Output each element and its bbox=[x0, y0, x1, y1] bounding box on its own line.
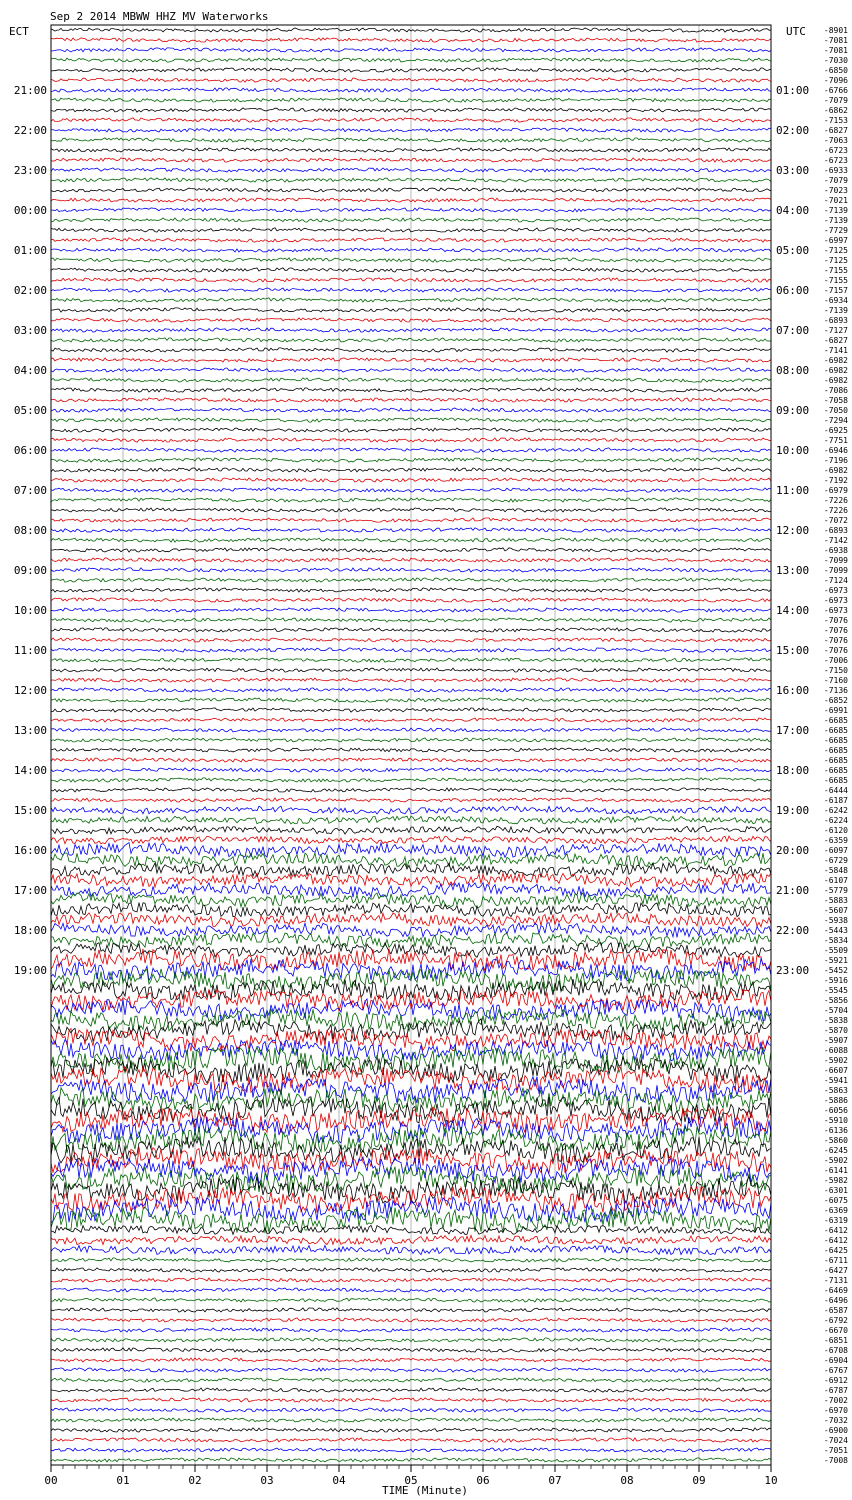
right-axis-label: UTC bbox=[786, 25, 806, 38]
right-hour-label: 09:00 bbox=[776, 404, 810, 417]
left-hour-label: 03:00 bbox=[13, 324, 47, 337]
trace-value-label: -6934 bbox=[823, 296, 848, 305]
minute-gridlines bbox=[123, 25, 699, 1465]
trace-value-label: -5916 bbox=[823, 976, 848, 985]
x-tick-label: 05 bbox=[404, 1474, 418, 1487]
x-tick-label: 10 bbox=[764, 1474, 778, 1487]
trace-value-label: -7079 bbox=[823, 176, 848, 185]
trace-value-label: -6767 bbox=[823, 1366, 848, 1375]
trace-value-label: -7127 bbox=[823, 326, 848, 335]
x-tick-label: 07 bbox=[548, 1474, 562, 1487]
trace-value-label: -6850 bbox=[823, 66, 848, 75]
trace-value-label: -6827 bbox=[823, 126, 848, 135]
trace-value-label: -7192 bbox=[823, 476, 848, 485]
x-tick-label: 06 bbox=[476, 1474, 490, 1487]
left-hour-label: 08:00 bbox=[13, 524, 47, 537]
left-hour-label: 11:00 bbox=[13, 644, 47, 657]
trace-value-label: -6685 bbox=[823, 776, 848, 785]
left-hour-label: 16:00 bbox=[13, 844, 47, 857]
trace-value-label: -6301 bbox=[823, 1186, 848, 1195]
trace-value-label: -6607 bbox=[823, 1066, 848, 1075]
trace-value-label: -6827 bbox=[823, 336, 848, 345]
trace-value-label: -7006 bbox=[823, 656, 848, 665]
trace-value-label: -6056 bbox=[823, 1106, 848, 1115]
trace-value-label: -8901 bbox=[823, 26, 848, 35]
left-hour-label: 13:00 bbox=[13, 724, 47, 737]
trace-value-label: -7131 bbox=[823, 1276, 848, 1285]
trace-value-label: -7099 bbox=[823, 556, 848, 565]
trace-value-label: -5921 bbox=[823, 956, 848, 965]
trace-value-label: -6685 bbox=[823, 736, 848, 745]
left-axis-label: ECT bbox=[9, 25, 29, 38]
trace-value-label: -6766 bbox=[823, 86, 848, 95]
right-hour-label: 04:00 bbox=[776, 204, 810, 217]
trace-value-label: -7072 bbox=[823, 516, 848, 525]
trace-value-label: -5886 bbox=[823, 1096, 848, 1105]
trace-value-label: -5838 bbox=[823, 1016, 848, 1025]
trace-value-label: -6120 bbox=[823, 826, 848, 835]
right-hour-label: 06:00 bbox=[776, 284, 810, 297]
trace-value-label: -6852 bbox=[823, 696, 848, 705]
trace-value-label: -6970 bbox=[823, 1406, 848, 1415]
trace-value-label: -6427 bbox=[823, 1266, 848, 1275]
trace-value-label: -7002 bbox=[823, 1396, 848, 1405]
trace-value-label: -7125 bbox=[823, 246, 848, 255]
trace-value-label: -6685 bbox=[823, 746, 848, 755]
trace-value-label: -7021 bbox=[823, 196, 848, 205]
trace-value-label: -7063 bbox=[823, 136, 848, 145]
trace-value-label: -7226 bbox=[823, 506, 848, 515]
trace-value-label: -6912 bbox=[823, 1376, 848, 1385]
trace-value-label: -6851 bbox=[823, 1336, 848, 1345]
right-hour-label: 07:00 bbox=[776, 324, 810, 337]
trace-value-label: -5779 bbox=[823, 886, 848, 895]
x-tick-label: 04 bbox=[332, 1474, 346, 1487]
x-tick-label: 02 bbox=[188, 1474, 202, 1487]
chart-title: Sep 2 2014 MBWW HHZ MV Waterworks bbox=[50, 10, 269, 23]
trace-value-label: -7124 bbox=[823, 576, 848, 585]
right-hour-label: 11:00 bbox=[776, 484, 810, 497]
right-hour-label: 12:00 bbox=[776, 524, 810, 537]
left-hour-label: 18:00 bbox=[13, 924, 47, 937]
trace-value-label: -6982 bbox=[823, 356, 848, 365]
trace-value-label: -7139 bbox=[823, 306, 848, 315]
trace-value-label: -7196 bbox=[823, 456, 848, 465]
right-hour-label: 01:00 bbox=[776, 84, 810, 97]
left-hour-label: 12:00 bbox=[13, 684, 47, 697]
trace-value-label: -6224 bbox=[823, 816, 848, 825]
trace-value-label: -5545 bbox=[823, 986, 848, 995]
trace-value-label: -7099 bbox=[823, 566, 848, 575]
trace-value-label: -7081 bbox=[823, 36, 848, 45]
right-hour-label: 21:00 bbox=[776, 884, 810, 897]
trace-value-label: -7076 bbox=[823, 636, 848, 645]
left-hour-label: 22:00 bbox=[13, 124, 47, 137]
trace-value-label: -6075 bbox=[823, 1196, 848, 1205]
right-hour-label: 03:00 bbox=[776, 164, 810, 177]
trace-value-label: -7081 bbox=[823, 46, 848, 55]
trace-value-label: -7136 bbox=[823, 686, 848, 695]
trace-value-label: -5910 bbox=[823, 1116, 848, 1125]
trace-value-label: -5704 bbox=[823, 1006, 848, 1015]
left-hour-label: 07:00 bbox=[13, 484, 47, 497]
trace-value-label: -7050 bbox=[823, 406, 848, 415]
trace-value-label: -6900 bbox=[823, 1426, 848, 1435]
trace-value-label: -5860 bbox=[823, 1136, 848, 1145]
trace-value-label: -6938 bbox=[823, 546, 848, 555]
trace-value-label: -7150 bbox=[823, 666, 848, 675]
trace-value-label: -6904 bbox=[823, 1356, 848, 1365]
trace-value-label: -5509 bbox=[823, 946, 848, 955]
trace-value-label: -7125 bbox=[823, 256, 848, 265]
trace-value-label: -5607 bbox=[823, 906, 848, 915]
trace-value-label: -6723 bbox=[823, 156, 848, 165]
trace-value-label: -6787 bbox=[823, 1386, 848, 1395]
left-hour-label: 19:00 bbox=[13, 964, 47, 977]
trace-value-label: -5883 bbox=[823, 896, 848, 905]
trace-value-label: -7076 bbox=[823, 626, 848, 635]
right-hour-label: 08:00 bbox=[776, 364, 810, 377]
trace-value-label: -6412 bbox=[823, 1236, 848, 1245]
trace-value-label: -7142 bbox=[823, 536, 848, 545]
right-hour-label: 17:00 bbox=[776, 724, 810, 737]
trace-value-label: -6893 bbox=[823, 316, 848, 325]
x-tick-label: 01 bbox=[116, 1474, 130, 1487]
trace-value-label: -6242 bbox=[823, 806, 848, 815]
trace-value-label: -6685 bbox=[823, 766, 848, 775]
trace-value-label: -6685 bbox=[823, 716, 848, 725]
trace-value-label: -6933 bbox=[823, 166, 848, 175]
trace-value-label: -6187 bbox=[823, 796, 848, 805]
trace-value-label: -6425 bbox=[823, 1246, 848, 1255]
trace-value-label: -5870 bbox=[823, 1026, 848, 1035]
trace-value-label: -6359 bbox=[823, 836, 848, 845]
trace-value-label: -6991 bbox=[823, 706, 848, 715]
trace-value-label: -5848 bbox=[823, 866, 848, 875]
trace-value-label: -7160 bbox=[823, 676, 848, 685]
trace-value-label: -6925 bbox=[823, 426, 848, 435]
trace-value-label: -7155 bbox=[823, 276, 848, 285]
left-hour-label: 06:00 bbox=[13, 444, 47, 457]
trace-value-label: -5938 bbox=[823, 916, 848, 925]
trace-value-label: -7023 bbox=[823, 186, 848, 195]
trace-value-label: -7030 bbox=[823, 56, 848, 65]
left-hour-label: 21:00 bbox=[13, 84, 47, 97]
trace-value-label: -7294 bbox=[823, 416, 848, 425]
trace-value-label: -7139 bbox=[823, 216, 848, 225]
right-hour-label: 18:00 bbox=[776, 764, 810, 777]
x-tick-label: 08 bbox=[620, 1474, 634, 1487]
x-tick-label: 09 bbox=[692, 1474, 706, 1487]
x-tick-label: 00 bbox=[44, 1474, 58, 1487]
trace-value-label: -7058 bbox=[823, 396, 848, 405]
trace-value-label: -5834 bbox=[823, 936, 848, 945]
trace-value-label: -5982 bbox=[823, 1176, 848, 1185]
trace-value-label: -6136 bbox=[823, 1126, 848, 1135]
left-hour-label: 23:00 bbox=[13, 164, 47, 177]
trace-value-label: -5941 bbox=[823, 1076, 848, 1085]
left-hour-label: 17:00 bbox=[13, 884, 47, 897]
trace-value-label: -7155 bbox=[823, 266, 848, 275]
trace-value-label: -6723 bbox=[823, 146, 848, 155]
trace-value-label: -6792 bbox=[823, 1316, 848, 1325]
trace-value-label: -5452 bbox=[823, 966, 848, 975]
trace-value-label: -5907 bbox=[823, 1036, 848, 1045]
left-hour-label: 05:00 bbox=[13, 404, 47, 417]
trace-value-label: -7141 bbox=[823, 346, 848, 355]
trace-value-label: -6444 bbox=[823, 786, 848, 795]
right-hour-label: 19:00 bbox=[776, 804, 810, 817]
right-hour-label: 14:00 bbox=[776, 604, 810, 617]
right-hour-label: 13:00 bbox=[776, 564, 810, 577]
trace-value-label: -7076 bbox=[823, 646, 848, 655]
x-tick-label: 03 bbox=[260, 1474, 274, 1487]
trace-value-label: -7153 bbox=[823, 116, 848, 125]
right-hour-label: 16:00 bbox=[776, 684, 810, 697]
trace-value-label: -6369 bbox=[823, 1206, 848, 1215]
trace-value-label: -6685 bbox=[823, 726, 848, 735]
trace-value-label: -5902 bbox=[823, 1156, 848, 1165]
trace-value-label: -5856 bbox=[823, 996, 848, 1005]
right-hour-label: 20:00 bbox=[776, 844, 810, 857]
trace-value-label: -7096 bbox=[823, 76, 848, 85]
trace-value-label: -6670 bbox=[823, 1326, 848, 1335]
left-hour-label: 15:00 bbox=[13, 804, 47, 817]
trace-value-label: -6729 bbox=[823, 856, 848, 865]
trace-value-label: -6469 bbox=[823, 1286, 848, 1295]
trace-value-labels bbox=[824, 26, 848, 1465]
trace-value-label: -6708 bbox=[823, 1346, 848, 1355]
right-hour-label: 10:00 bbox=[776, 444, 810, 457]
trace-value-label: -6319 bbox=[823, 1216, 848, 1225]
trace-value-label: -6862 bbox=[823, 106, 848, 115]
trace-value-label: -6982 bbox=[823, 466, 848, 475]
trace-value-label: -6088 bbox=[823, 1046, 848, 1055]
left-hour-label: 10:00 bbox=[13, 604, 47, 617]
trace-value-label: -6097 bbox=[823, 846, 848, 855]
trace-value-label: -7751 bbox=[823, 436, 848, 445]
right-hour-label: 05:00 bbox=[776, 244, 810, 257]
trace-value-label: -5443 bbox=[823, 926, 848, 935]
trace-value-label: -6973 bbox=[823, 596, 848, 605]
right-hour-label: 15:00 bbox=[776, 644, 810, 657]
left-hour-label: 01:00 bbox=[13, 244, 47, 257]
trace-value-label: -6107 bbox=[823, 876, 848, 885]
left-hour-label: 00:00 bbox=[13, 204, 47, 217]
trace-value-label: -7008 bbox=[823, 1456, 848, 1465]
right-hour-label: 23:00 bbox=[776, 964, 810, 977]
trace-value-label: -6496 bbox=[823, 1296, 848, 1305]
trace-value-label: -6997 bbox=[823, 236, 848, 245]
trace-value-label: -6711 bbox=[823, 1256, 848, 1265]
trace-value-label: -6141 bbox=[823, 1166, 848, 1175]
trace-value-label: -6979 bbox=[823, 486, 848, 495]
left-hour-label: 14:00 bbox=[13, 764, 47, 777]
left-hour-label: 09:00 bbox=[13, 564, 47, 577]
left-hour-label: 02:00 bbox=[13, 284, 47, 297]
x-axis-label: TIME (Minute) bbox=[381, 1484, 469, 1497]
trace-value-label: -7032 bbox=[823, 1416, 848, 1425]
trace-value-label: -6893 bbox=[823, 526, 848, 535]
trace-value-label: -6973 bbox=[823, 586, 848, 595]
right-hour-label: 22:00 bbox=[776, 924, 810, 937]
trace-value-label: -6245 bbox=[823, 1146, 848, 1155]
trace-value-label: -5863 bbox=[823, 1086, 848, 1095]
trace-value-label: -6982 bbox=[823, 366, 848, 375]
trace-value-label: -6946 bbox=[823, 446, 848, 455]
right-hour-label: 02:00 bbox=[776, 124, 810, 137]
trace-value-label: -6982 bbox=[823, 376, 848, 385]
trace-value-label: -6587 bbox=[823, 1306, 848, 1315]
trace-value-label: -7086 bbox=[823, 386, 848, 395]
trace-value-label: -7051 bbox=[823, 1446, 848, 1455]
trace-value-label: -7157 bbox=[823, 286, 848, 295]
trace-value-label: -7729 bbox=[823, 226, 848, 235]
trace-value-label: -7226 bbox=[823, 496, 848, 505]
trace-value-label: -6412 bbox=[823, 1226, 848, 1235]
left-hour-label: 04:00 bbox=[13, 364, 47, 377]
trace-value-label: -7024 bbox=[823, 1436, 848, 1445]
trace-value-label: -7139 bbox=[823, 206, 848, 215]
trace-value-label: -5902 bbox=[823, 1056, 848, 1065]
trace-value-label: -6973 bbox=[823, 606, 848, 615]
trace-value-label: -6685 bbox=[823, 756, 848, 765]
trace-value-label: -7079 bbox=[823, 96, 848, 105]
trace-value-label: -7076 bbox=[823, 616, 848, 625]
